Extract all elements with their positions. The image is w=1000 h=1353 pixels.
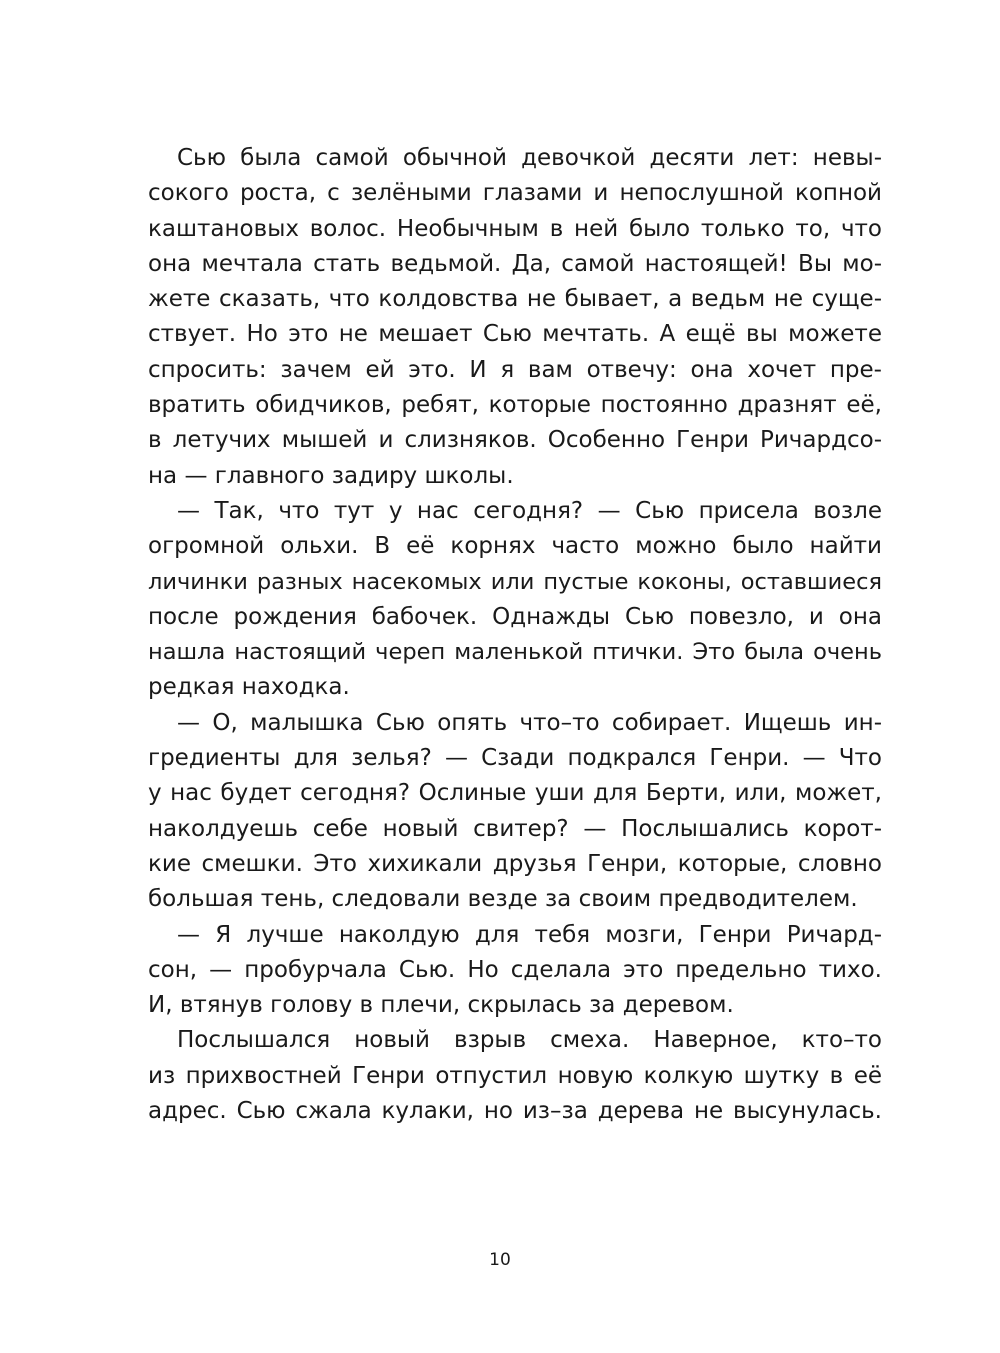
text-line: огромной ольхи. В её корнях часто можно было найти bbox=[148, 533, 882, 560]
body-text bbox=[148, 141, 882, 1129]
text-line: сон, — пробурчала Сью. Но сделала это предельно тихо. bbox=[148, 956, 882, 983]
text-line: адрес. Сью сжала кулаки, но из–за дерева не высунулась. bbox=[148, 1098, 882, 1125]
text-line: личинки разных насекомых или пустые коконы, оставшиеся bbox=[148, 568, 882, 595]
text-line: на — главного задиру школы. bbox=[148, 462, 514, 489]
text-line: — О, малышка Сью опять что–то собирает. Ищешь ин- bbox=[177, 709, 882, 736]
text-line: Сью была самой обычной девочкой десяти лет: невы- bbox=[177, 145, 882, 171]
text-line: каштановых волос. Необычным в ней было только то, что bbox=[148, 215, 882, 242]
text-line: сокого роста, с зелёными глазами и непослушной копной bbox=[148, 180, 882, 207]
text-line: — Так, что тут у нас сегодня? — Сью присела возле bbox=[177, 497, 882, 524]
text-line: И, втянув голову в плечи, скрылась за деревом. bbox=[148, 992, 734, 1019]
page-number: 10 bbox=[489, 1250, 511, 1270]
text-line: из прихвостней Генри отпустил новую колкую шутку в её bbox=[148, 1062, 882, 1089]
text-line: нашла настоящий череп маленькой птички. Это была очень bbox=[148, 639, 882, 666]
text-line: вратить обидчиков, ребят, которые постоянно дразнят её, bbox=[148, 392, 882, 419]
text-line: наколдуешь себе новый свитер? — Послышались корот- bbox=[148, 815, 882, 842]
text-line: большая тень, следовали везде за своим предводителем. bbox=[148, 886, 858, 913]
text-line: она мечтала стать ведьмой. Да, самой настоящей! Вы мо- bbox=[148, 250, 882, 277]
text-line: ствует. Но это не мешает Сью мечтать. А ещё вы можете bbox=[148, 321, 882, 348]
text-line: редкая находка. bbox=[148, 674, 350, 701]
text-line: в летучих мышей и слизняков. Особенно Генри Ричардсо- bbox=[148, 427, 882, 454]
text-line: кие смешки. Это хихикали друзья Генри, которые, словно bbox=[148, 850, 882, 877]
text-line: гредиенты для зелья? — Сзади подкрался Генри. — Что bbox=[148, 745, 882, 772]
text-line: спросить: зачем ей это. И я вам отвечу: она хочет пре- bbox=[148, 356, 882, 383]
text-line: жете сказать, что колдовства не бывает, а ведьм не суще- bbox=[148, 286, 882, 313]
text-line: Послышался новый взрыв смеха. Наверное, кто–то bbox=[177, 1027, 882, 1054]
text-line: после рождения бабочек. Однажды Сью повезло, и она bbox=[148, 603, 882, 630]
text-line: — Я лучше наколдую для тебя мозги, Генри Ричард- bbox=[177, 921, 882, 948]
text-line: у нас будет сегодня? Ослиные уши для Берти, или, может, bbox=[148, 780, 882, 807]
